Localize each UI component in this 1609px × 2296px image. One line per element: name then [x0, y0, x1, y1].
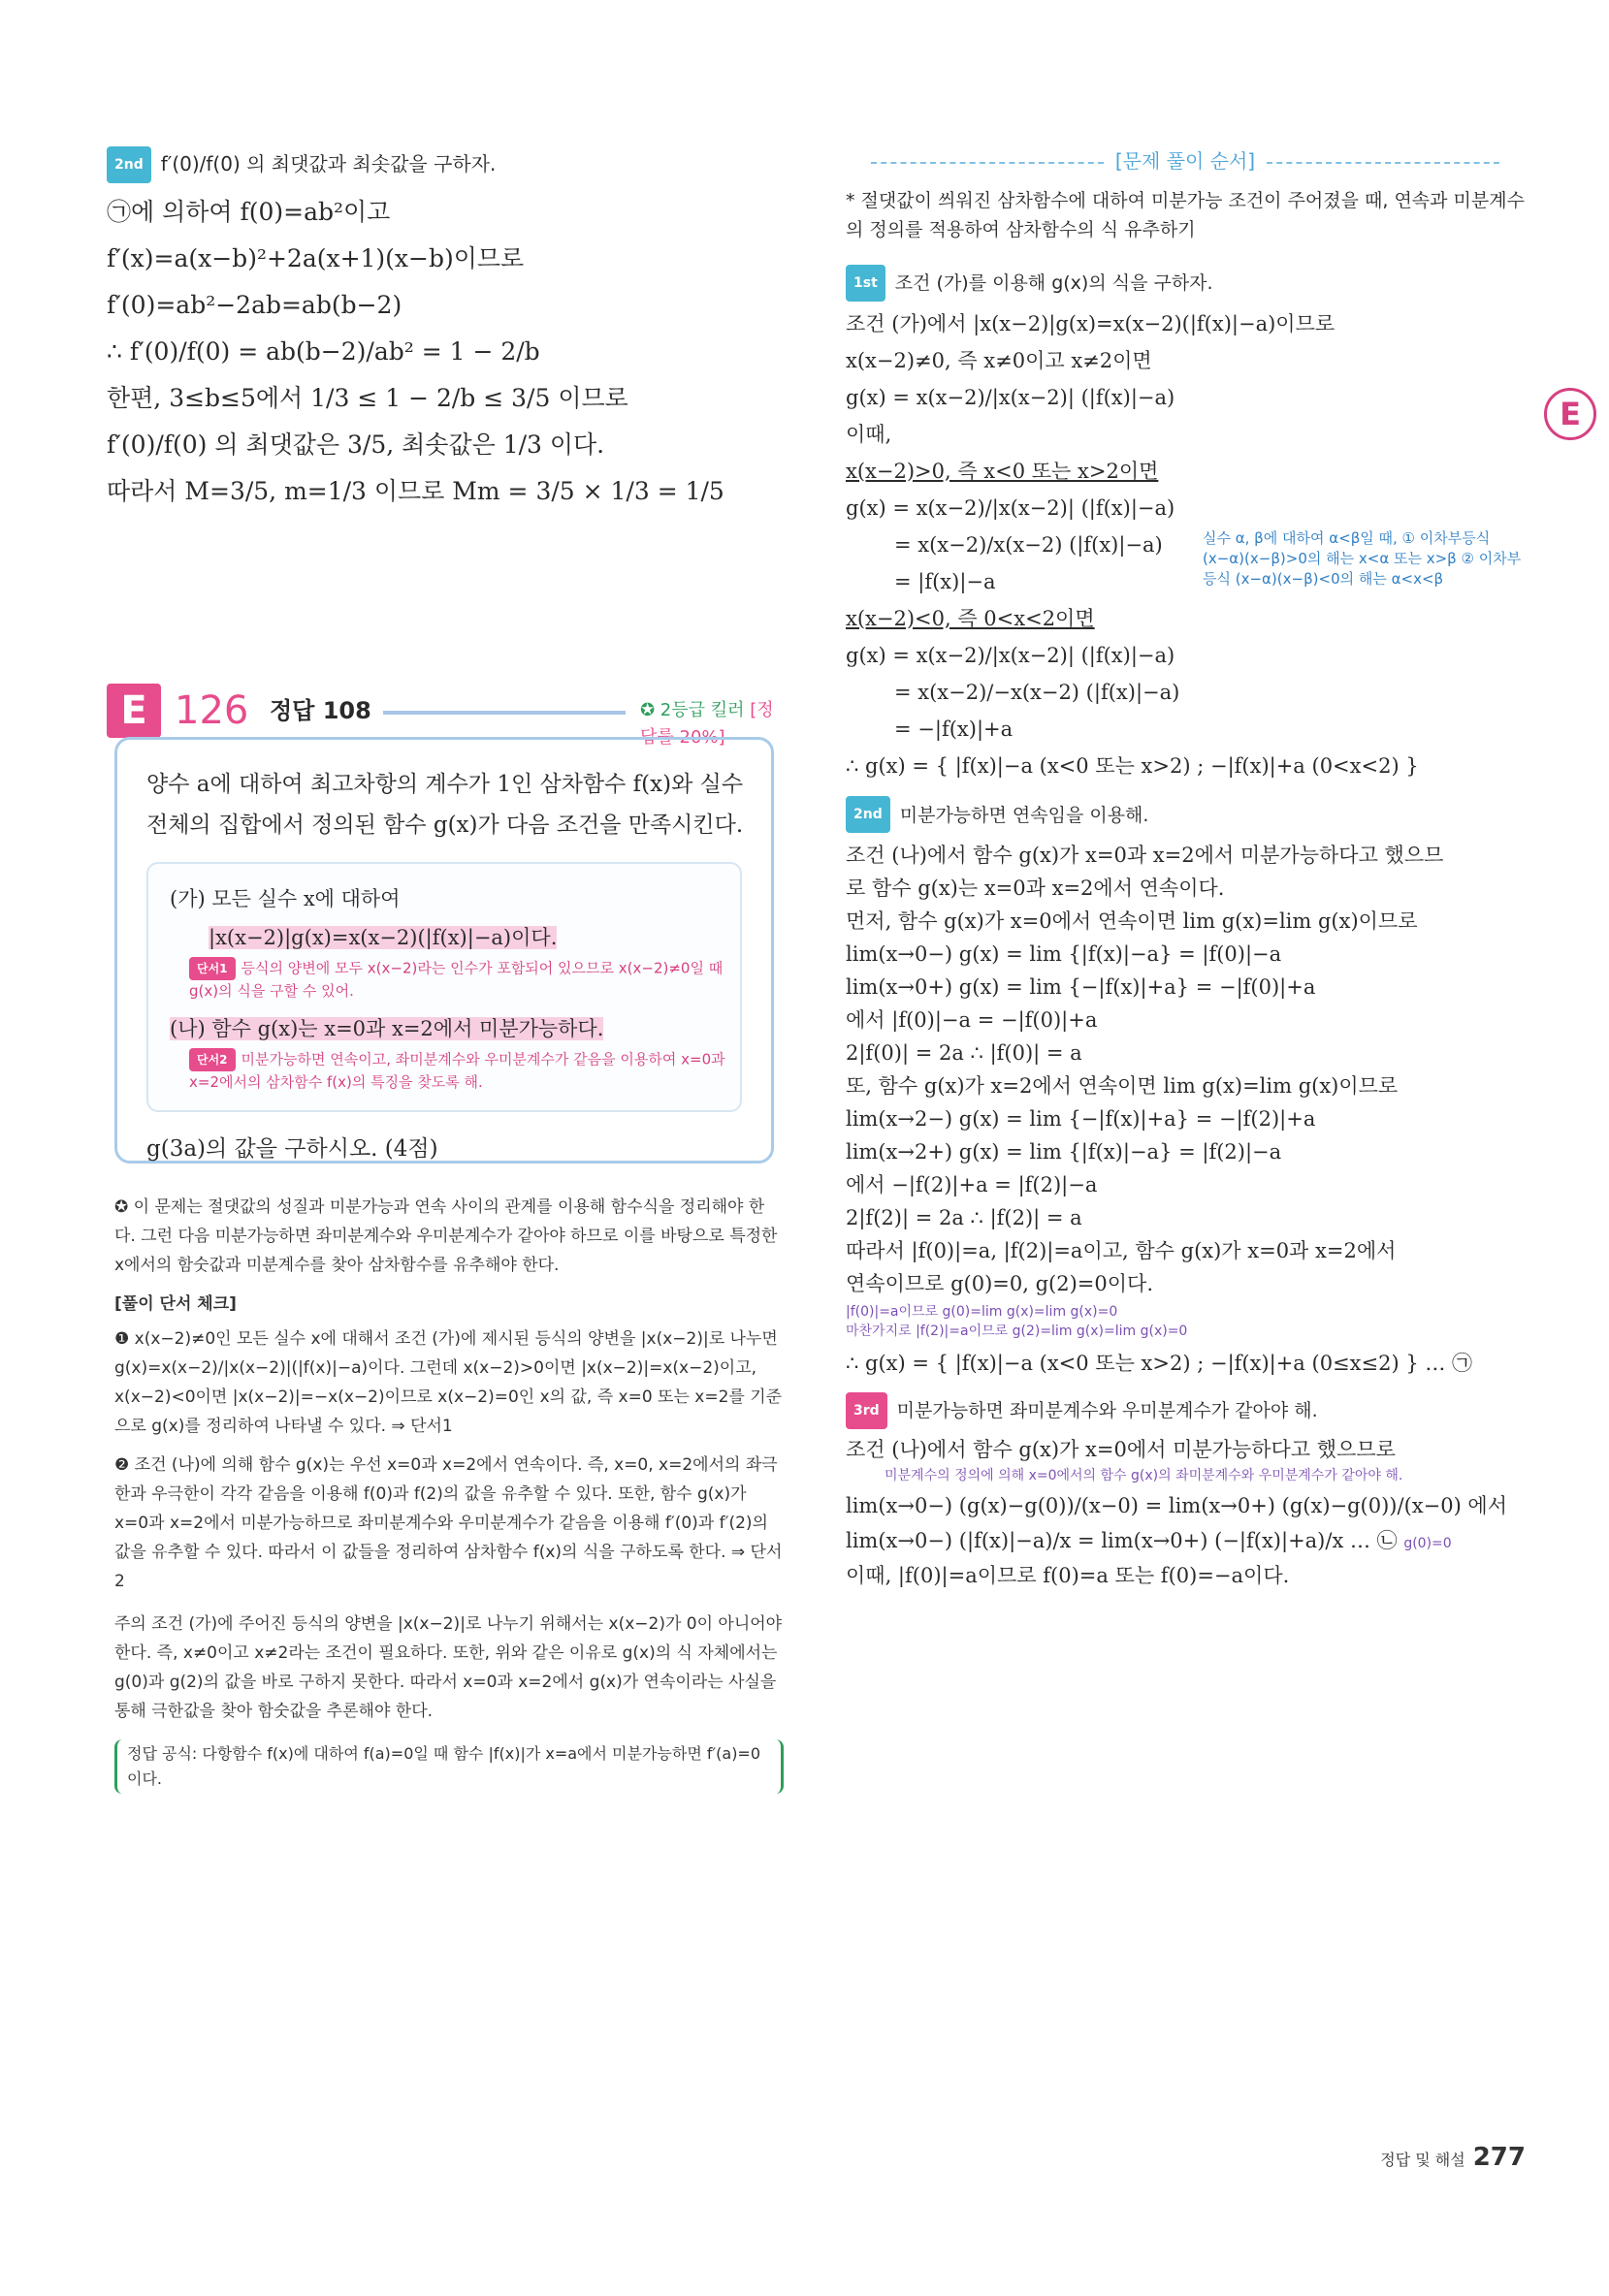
step2-heading [846, 796, 1525, 834]
step2-line: 에서 −|f(2)|+a = |f(2)|−a [846, 1173, 1098, 1196]
inequality-side-note: 실수 α, β에 대하여 α<β일 때, ① 이차부등식 (x−α)(x−β)>0의 해는 x<α 또는 x>β ② 이차부등식 (x−α)(x−β)<0의 해는 α<x<β [1203, 529, 1522, 588]
step2-line: 조건 (나)에서 함수 g(x)가 x=0과 x=2에서 미분가능하다고 했으므 [846, 844, 1444, 867]
chapter-badge: E [1544, 388, 1596, 440]
condition-ga: (가) 모든 실수 x에 대하여 [170, 887, 401, 910]
hint-text: 등식의 양변에 모두 x(x−2)라는 인수가 포함되어 있으므로 x(x−2)≠0일 때 g(x)의 식을 구할 수 있어. [189, 959, 724, 1000]
note-g2: 마찬가지로 |f(2)|=a이므로 g(2)=lim g(x)=lim g(x)=0 [846, 1323, 1188, 1339]
problem-header [107, 684, 786, 748]
problem-badge: E [107, 684, 161, 738]
check-item-2: ❷ 조건 (나)에 의해 함수 g(x)는 우선 x=0과 x=2에서 연속이다. 즉, x=0, x=2에서의 좌극한과 우극한이 각각 같음을 이용해 f(0)과 f(2)의 값을 유추할 수 있다. 또한, 함수 g(x)가 x=0과 x=2에서 미분가능하므로 좌미분계수와 우미분계수가 같음을 이용해 f′(0)과 f′(2)의 값을 유추할 수 있다. 따라서 이 값들을 정리하여 삼차함수 f(x)의 식을 구하도록 한다. ⇒ 단서2 [114, 1455, 783, 1591]
solution-line: f′(0)/f(0) 의 최댓값은 3/5, 최솟값은 1/3 이다. [107, 430, 605, 459]
step1-line: = x(x−2)/x(x−2) (|f(x)|−a) [894, 532, 1163, 557]
step1-line: x(x−2)≠0, 즉 x≠0이고 x≠2이면 [846, 348, 1152, 372]
step2-result: ∴ g(x) = { |f(x)|−a (x<0 또는 x>2) ; −|f(x)|+a (0≤x≤2) } … ㉠ [846, 1352, 1473, 1375]
problem-stem: 양수 a에 대하여 최고차항의 계수가 1인 삼차함수 f(x)와 실수 [146, 772, 744, 797]
problem-stem: 전체의 집합에서 정의된 함수 g(x)가 다음 조건을 만족시킨다. [146, 813, 744, 838]
step2-line: 로 함수 g(x)는 x=0과 x=2에서 연속이다. [846, 877, 1225, 900]
step2-line: 에서 |f(0)|−a = −|f(0)|+a [846, 1008, 1098, 1032]
hint-tag: 단서1 [189, 957, 236, 980]
step3-line: 이때, |f(0)|=a이므로 f(0)=a 또는 f(0)=−a이다. [846, 1563, 1290, 1587]
level-text: ✪ 2등급 킬러 [640, 700, 745, 720]
step1-line: 이때, [846, 422, 892, 446]
caution-note: 주의 조건 (가)에 주어진 등식의 양변을 |x(x−2)|로 나누기 위해서는 x(x−2)가 0이 아니어야 한다. 즉, x≠0이고 x≠2라는 조건이 필요하다. 또한, 위와 같은 이유로 g(x)의 식 자체에서는 g(0)과 g(2)의 값을 바로 구하지 못한다. 따라서 x=0과 x=2에서 g(x)가 연속이라는 사실을 통해 극한값을 찾아 함숫값을 추론해야 한다. [114, 1614, 783, 1721]
step1-line: 조건 (가)에서 |x(x−2)|g(x)=x(x−2)(|f(x)|−a)이므로 [846, 311, 1335, 335]
header-rule [383, 711, 626, 715]
solution-line: 한편, 3≤b≤5에서 1/3 ≤ 1 − 2/b ≤ 3/5 이므로 [107, 383, 628, 412]
step1-line: g(x) = x(x−2)/|x(x−2)| (|f(x)|−a) [846, 495, 1175, 520]
formula-note: 정답 공식: 다항함수 f(x)에 대하여 f(a)=0일 때 함수 |f(x)|가 x=a에서 미분가능하면 f′(a)=0이다. [114, 1739, 784, 1794]
step3-heading [846, 1391, 1525, 1429]
left-top-solution [107, 145, 786, 521]
hint-1 [189, 957, 732, 1002]
step2-line: 먼저, 함수 g(x)가 x=0에서 연속이면 lim g(x)=lim g(x)이므로 [846, 909, 1418, 933]
right-solution [846, 186, 1525, 1596]
analysis-intro: ✪ 이 문제는 절댓값의 성질과 미분가능과 연속 사이의 관계를 이용해 함수식을 정리해야 한다. 그런 다음 미분가능하면 좌미분계수와 우미분계수가 같아야 하므로 이를 바탕으로 특정한 x에서의 함숫값과 미분계수를 찾아 삼차함수를 유추해야 한다. [114, 1197, 778, 1275]
footer-label: 정답 및 해설 [1380, 2151, 1465, 2169]
step1-line: x(x−2)>0, 즉 x<0 또는 x>2이면 [846, 459, 1159, 483]
solution-line: f′(x)=a(x−b)²+2a(x+1)(x−b)이므로 [107, 243, 525, 272]
problem-number: 126 [175, 688, 249, 733]
problem-question: g(3a)의 값을 구하시오. (4점) [146, 1136, 438, 1162]
note-derivative: 미분계수의 정의에 의해 x=0에서의 함수 g(x)의 좌미분계수와 우미분계수가 같아야 해. [885, 1467, 1403, 1483]
step1-line: = x(x−2)/−x(x−2) (|f(x)|−a) [894, 680, 1180, 704]
condition-na: (나) 함수 g(x)는 x=0과 x=2에서 미분가능하다. [170, 1017, 604, 1040]
step1-line: = |f(x)|−a [894, 569, 996, 593]
solution-line: f′(0)=ab²−2ab=ab(b−2) [107, 290, 402, 319]
page-footer [1380, 2143, 1526, 2172]
step1-line: ∴ g(x) = { |f(x)|−a (x<0 또는 x>2) ; −|f(x)|+a (0<x<2) } [846, 753, 1419, 778]
step-tag: 1st [846, 265, 885, 302]
page-number: 277 [1472, 2143, 1526, 2172]
solution-line: 따라서 M=3/5, m=1/3 이므로 Mm = 3/5 × 1/3 = 1/5 [107, 476, 724, 505]
hint-text: 미분가능하면 연속이고, 좌미분계수와 우미분계수가 같음을 이용하여 x=0과 x=2에서의 삼차함수 f(x)의 특징을 찾도록 해. [189, 1050, 725, 1091]
step1-line: g(x) = x(x−2)/|x(x−2)| (|f(x)|−a) [846, 385, 1175, 409]
hint-tag: 단서2 [189, 1048, 236, 1071]
step1-line: = −|f(x)|+a [894, 717, 1014, 741]
step1-line: g(x) = x(x−2)/|x(x−2)| (|f(x)|−a) [846, 643, 1175, 667]
condition-ga-equation: |x(x−2)|g(x)=x(x−2)(|f(x)|−a)이다. [209, 926, 558, 949]
step2-line: lim(x→2+) g(x) = lim {|f(x)|−a} = |f(2)|−a [846, 1140, 1282, 1164]
step2-line: lim(x→2−) g(x) = lim {−|f(x)|+a} = −|f(2)|+a [846, 1107, 1316, 1131]
step-text: 미분가능하면 좌미분계수와 우미분계수가 같아야 해. [896, 1400, 1318, 1421]
check-item-1: ❶ x(x−2)≠0인 모든 실수 x에 대해서 조건 (가)에 제시된 등식의 양변을 |x(x−2)|로 나누면 g(x)=x(x−2)/|x(x−2)|(|f(x)|−a)이다. 그런데 x(x−2)>0이면 |x(x−2)|=x(x−2)이고, x(x−2)<0이면 |x(x−2)|=−x(x−2)이므로 x(x−2)=0인 x의 값, 즉 x=0 또는 x=2를 기준으로 g(x)를 정리하여 나타낼 수 있다. ⇒ 단서1 [114, 1329, 783, 1436]
step1-line: x(x−2)<0, 즉 0<x<2이면 [846, 606, 1095, 630]
solution-line: ∴ f′(0)/f(0) = ab(b−2)/ab² = 1 − 2/b [107, 336, 540, 366]
step3-line: 조건 (나)에서 함수 g(x)가 x=0에서 미분가능하다고 했으므로 [846, 1437, 1396, 1461]
step-text: 조건 (가)를 이용해 g(x)의 식을 구하자. [894, 272, 1213, 294]
step-tag: 3rd [846, 1392, 887, 1429]
step2-line: 2|f(2)| = 2a ∴ |f(2)| = a [846, 1206, 1082, 1229]
step3-line: lim(x→0−) (g(x)−g(0))/(x−0) = lim(x→0+) (g(x)−g(0))/(x−0) 에서 [846, 1493, 1508, 1517]
step-tag: 2nd [846, 796, 890, 833]
step-tag: 2nd [107, 146, 151, 183]
step2-line: lim(x→0−) g(x) = lim {|f(x)|−a} = |f(0)|−a [846, 942, 1282, 966]
step2-line: 2|f(0)| = 2a ∴ |f(0)| = a [846, 1041, 1082, 1065]
problem-answer: 정답 108 [270, 697, 371, 724]
step2-line: 연속이므로 g(0)=0, g(2)=0이다. [846, 1272, 1153, 1295]
step2-line: 또, 함수 g(x)가 x=2에서 연속이면 lim g(x)=lim g(x)이므로 [846, 1074, 1399, 1098]
solution-line: ㉠에 의하여 f(0)=ab²이고 [107, 197, 391, 226]
check-title: [풀이 단서 체크] [114, 1294, 237, 1314]
step-text: f′(0)/f(0) 의 최댓값과 최솟값을 구하자. [160, 152, 497, 175]
step2-heading [107, 145, 786, 183]
step3-line [846, 1526, 1525, 1555]
solution-order: * 절댓값이 씌워진 삼차함수에 대하여 미분가능 조건이 주어졌을 때, 연속과 미분계수의 정의를 적용하여 삼차함수의 식 유추하기 [846, 190, 1525, 240]
step1-heading [846, 264, 1525, 302]
note-g0: |f(0)|=a이므로 g(0)=lim g(x)=lim g(x)=0 [846, 1304, 1118, 1320]
analysis-notes [114, 1193, 784, 1794]
step2-line: lim(x→0+) g(x) = lim {−|f(x)|+a} = −|f(0)|+a [846, 975, 1316, 999]
step2-line: 따라서 |f(0)|=a, |f(2)|=a이고, 함수 g(x)가 x=0과 x=2에서 [846, 1239, 1397, 1262]
hint-2 [189, 1048, 732, 1093]
section-title: [문제 풀이 순서] [846, 145, 1525, 174]
step3-equation: lim(x→0−) (|f(x)|−a)/x = lim(x→0+) (−|f(x)|+a)/x … ㉡ [846, 1528, 1398, 1552]
correct-rate: [정답률 20%] [640, 700, 774, 748]
step-text: 미분가능하면 연속임을 이용해. [899, 804, 1149, 826]
condition-box [146, 862, 742, 1112]
problem-box [114, 737, 774, 1164]
note-g0-zero: g(0)=0 [1403, 1535, 1452, 1551]
